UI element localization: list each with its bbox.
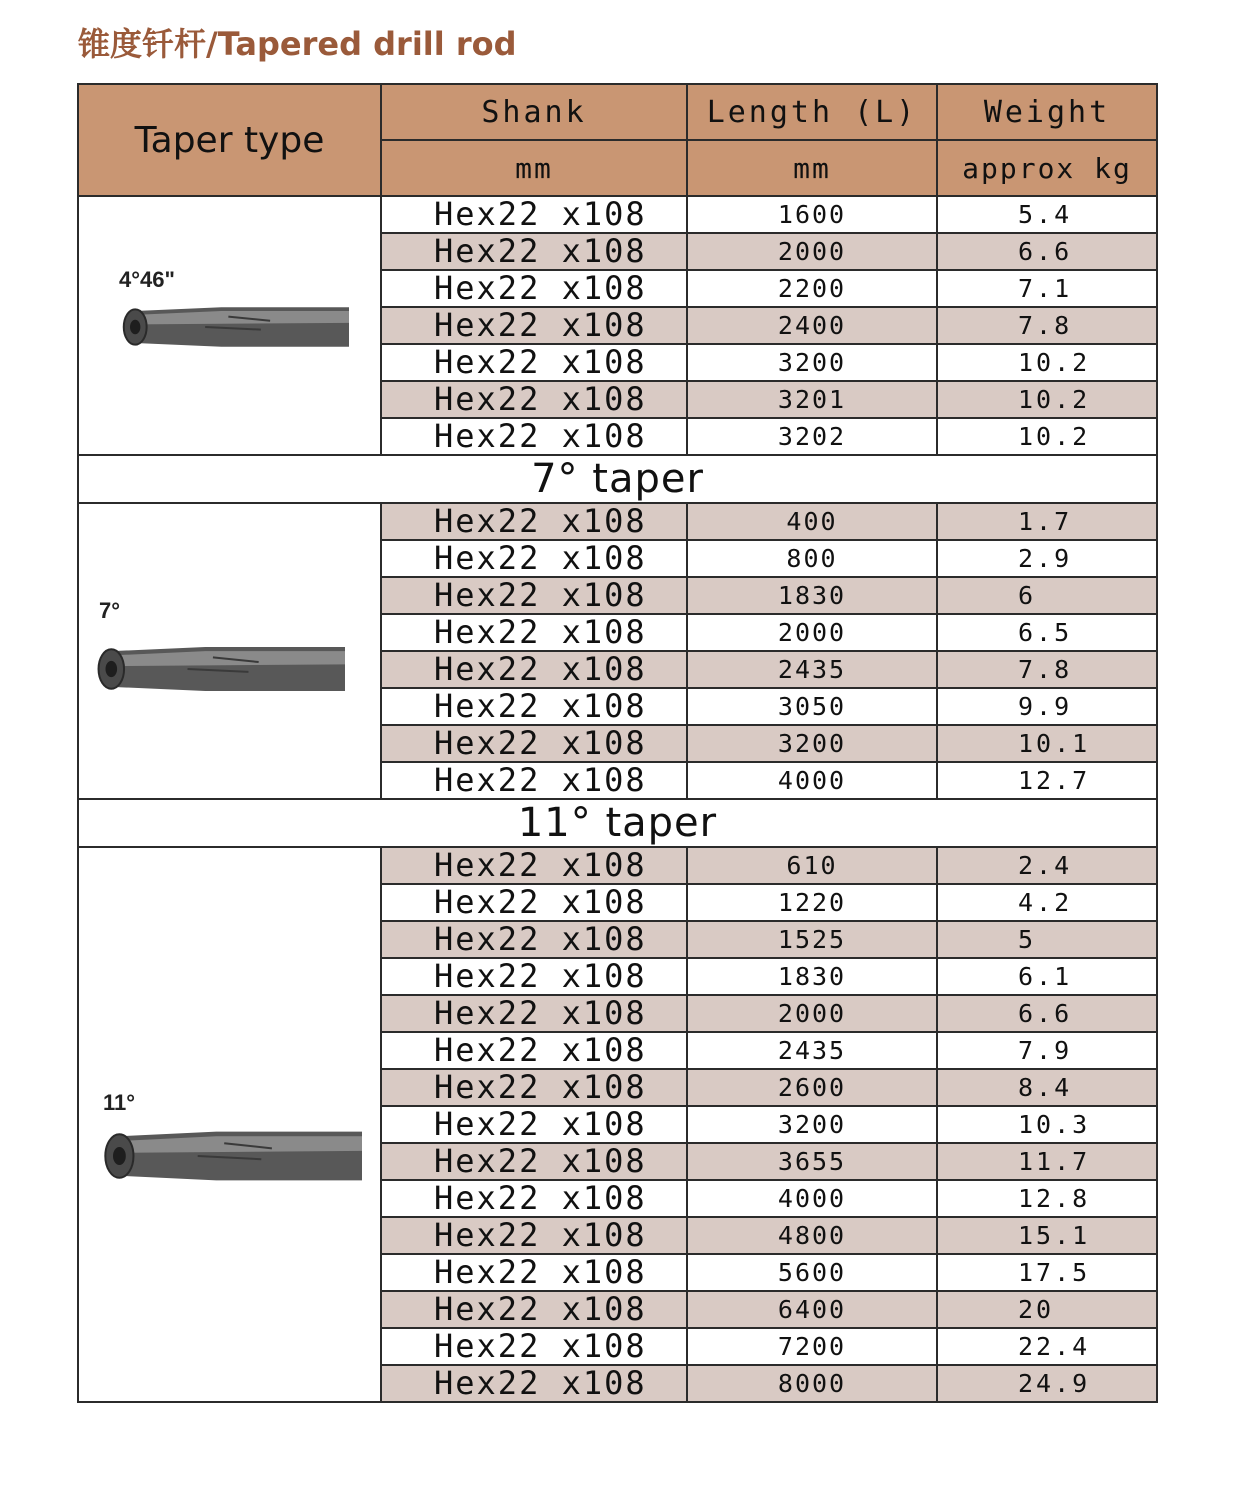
- table-row: [78, 196, 1157, 233]
- header-weight-unit: approx kg: [937, 140, 1157, 196]
- taper-image-cell: [78, 847, 381, 1402]
- weight-cell: 6.5: [937, 614, 1157, 651]
- length-cell: 4000: [687, 1180, 937, 1217]
- section-label: 7° taper: [78, 455, 1157, 503]
- weight-cell: 11.7: [937, 1143, 1157, 1180]
- length-cell: 2600: [687, 1069, 937, 1106]
- spec-table-body: [78, 196, 1157, 1402]
- shank-cell: Hex22 x108: [381, 540, 687, 577]
- shank-cell: Hex22 x108: [381, 196, 687, 233]
- shank-cell: Hex22 x108: [381, 651, 687, 688]
- tapered-drill-rod-icon: [117, 301, 349, 357]
- weight-cell: 5: [937, 921, 1157, 958]
- weight-cell: 10.2: [937, 418, 1157, 455]
- weight-cell: 1.7: [937, 503, 1157, 540]
- weight-cell: 20: [937, 1291, 1157, 1328]
- shank-cell: Hex22 x108: [381, 1069, 687, 1106]
- weight-cell: 10.2: [937, 381, 1157, 418]
- length-cell: 3200: [687, 725, 937, 762]
- shank-cell: Hex22 x108: [381, 233, 687, 270]
- header-shank: Shank: [381, 84, 687, 140]
- length-cell: 3200: [687, 344, 937, 381]
- shank-cell: Hex22 x108: [381, 1254, 687, 1291]
- section-label: 11° taper: [78, 799, 1157, 847]
- length-cell: 1830: [687, 577, 937, 614]
- weight-cell: 12.7: [937, 762, 1157, 799]
- length-cell: 800: [687, 540, 937, 577]
- shank-cell: Hex22 x108: [381, 614, 687, 651]
- shank-cell: Hex22 x108: [381, 688, 687, 725]
- page-title: [78, 22, 517, 66]
- shank-cell: Hex22 x108: [381, 725, 687, 762]
- weight-cell: 6.6: [937, 995, 1157, 1032]
- header-taper-type: Taper type: [78, 84, 381, 196]
- length-cell: 2400: [687, 307, 937, 344]
- weight-cell: 5.4: [937, 196, 1157, 233]
- length-cell: 4000: [687, 762, 937, 799]
- tapered-drill-rod-icon: [91, 640, 345, 702]
- length-cell: 7200: [687, 1328, 937, 1365]
- shank-cell: Hex22 x108: [381, 344, 687, 381]
- shank-cell: Hex22 x108: [381, 577, 687, 614]
- length-cell: 1600: [687, 196, 937, 233]
- length-cell: 6400: [687, 1291, 937, 1328]
- length-cell: 2435: [687, 1032, 937, 1069]
- section-row: [78, 455, 1157, 503]
- length-cell: 3202: [687, 418, 937, 455]
- weight-cell: 7.9: [937, 1032, 1157, 1069]
- length-cell: 2000: [687, 995, 937, 1032]
- shank-cell: Hex22 x108: [381, 307, 687, 344]
- length-cell: 1525: [687, 921, 937, 958]
- length-cell: 610: [687, 847, 937, 884]
- taper-angle-label: 7°: [99, 598, 121, 623]
- length-cell: 5600: [687, 1254, 937, 1291]
- weight-cell: 6.1: [937, 958, 1157, 995]
- length-cell: 3050: [687, 688, 937, 725]
- weight-cell: 15.1: [937, 1217, 1157, 1254]
- shank-cell: Hex22 x108: [381, 1143, 687, 1180]
- length-cell: 3201: [687, 381, 937, 418]
- section-row: [78, 799, 1157, 847]
- tapered-drill-rod-icon: [97, 1124, 362, 1192]
- table-row: [78, 847, 1157, 884]
- shank-cell: Hex22 x108: [381, 884, 687, 921]
- weight-cell: 7.1: [937, 270, 1157, 307]
- weight-cell: 10.2: [937, 344, 1157, 381]
- length-cell: 1830: [687, 958, 937, 995]
- shank-cell: Hex22 x108: [381, 1106, 687, 1143]
- shank-cell: Hex22 x108: [381, 503, 687, 540]
- length-cell: 2200: [687, 270, 937, 307]
- weight-cell: 9.9: [937, 688, 1157, 725]
- length-cell: 1220: [687, 884, 937, 921]
- title-slash: /: [206, 25, 218, 63]
- title-zh: 锥度钎杆: [78, 25, 207, 63]
- weight-cell: 6.6: [937, 233, 1157, 270]
- length-cell: 2000: [687, 233, 937, 270]
- header-length: Length (L): [687, 84, 937, 140]
- length-cell: 3655: [687, 1143, 937, 1180]
- shank-cell: Hex22 x108: [381, 1328, 687, 1365]
- shank-cell: Hex22 x108: [381, 958, 687, 995]
- taper-image-cell: [78, 503, 381, 799]
- length-cell: 2000: [687, 614, 937, 651]
- weight-cell: 10.3: [937, 1106, 1157, 1143]
- shank-cell: Hex22 x108: [381, 270, 687, 307]
- header-length-unit: mm: [687, 140, 937, 196]
- shank-cell: Hex22 x108: [381, 381, 687, 418]
- weight-cell: 4.2: [937, 884, 1157, 921]
- taper-image-cell: [78, 196, 381, 455]
- weight-cell: 7.8: [937, 651, 1157, 688]
- length-cell: 3200: [687, 1106, 937, 1143]
- taper-angle-label: 11°: [103, 1090, 136, 1115]
- shank-cell: Hex22 x108: [381, 1032, 687, 1069]
- shank-cell: Hex22 x108: [381, 921, 687, 958]
- length-cell: 4800: [687, 1217, 937, 1254]
- weight-cell: 24.9: [937, 1365, 1157, 1402]
- length-cell: 2435: [687, 651, 937, 688]
- length-cell: 8000: [687, 1365, 937, 1402]
- header-weight: Weight: [937, 84, 1157, 140]
- weight-cell: 12.8: [937, 1180, 1157, 1217]
- shank-cell: Hex22 x108: [381, 1180, 687, 1217]
- shank-cell: Hex22 x108: [381, 995, 687, 1032]
- weight-cell: 2.4: [937, 847, 1157, 884]
- weight-cell: 6: [937, 577, 1157, 614]
- shank-cell: Hex22 x108: [381, 1365, 687, 1402]
- weight-cell: 2.9: [937, 540, 1157, 577]
- weight-cell: 10.1: [937, 725, 1157, 762]
- shank-cell: Hex22 x108: [381, 847, 687, 884]
- shank-cell: Hex22 x108: [381, 1217, 687, 1254]
- weight-cell: 8.4: [937, 1069, 1157, 1106]
- header-shank-unit: mm: [381, 140, 687, 196]
- table-row: [78, 503, 1157, 540]
- spec-table: [77, 83, 1158, 1403]
- weight-cell: 7.8: [937, 307, 1157, 344]
- weight-cell: 17.5: [937, 1254, 1157, 1291]
- shank-cell: Hex22 x108: [381, 762, 687, 799]
- shank-cell: Hex22 x108: [381, 418, 687, 455]
- weight-cell: 22.4: [937, 1328, 1157, 1365]
- length-cell: 400: [687, 503, 937, 540]
- shank-cell: Hex22 x108: [381, 1291, 687, 1328]
- title-en: Tapered drill rod: [217, 25, 517, 63]
- taper-angle-label: 4°46": [119, 267, 175, 292]
